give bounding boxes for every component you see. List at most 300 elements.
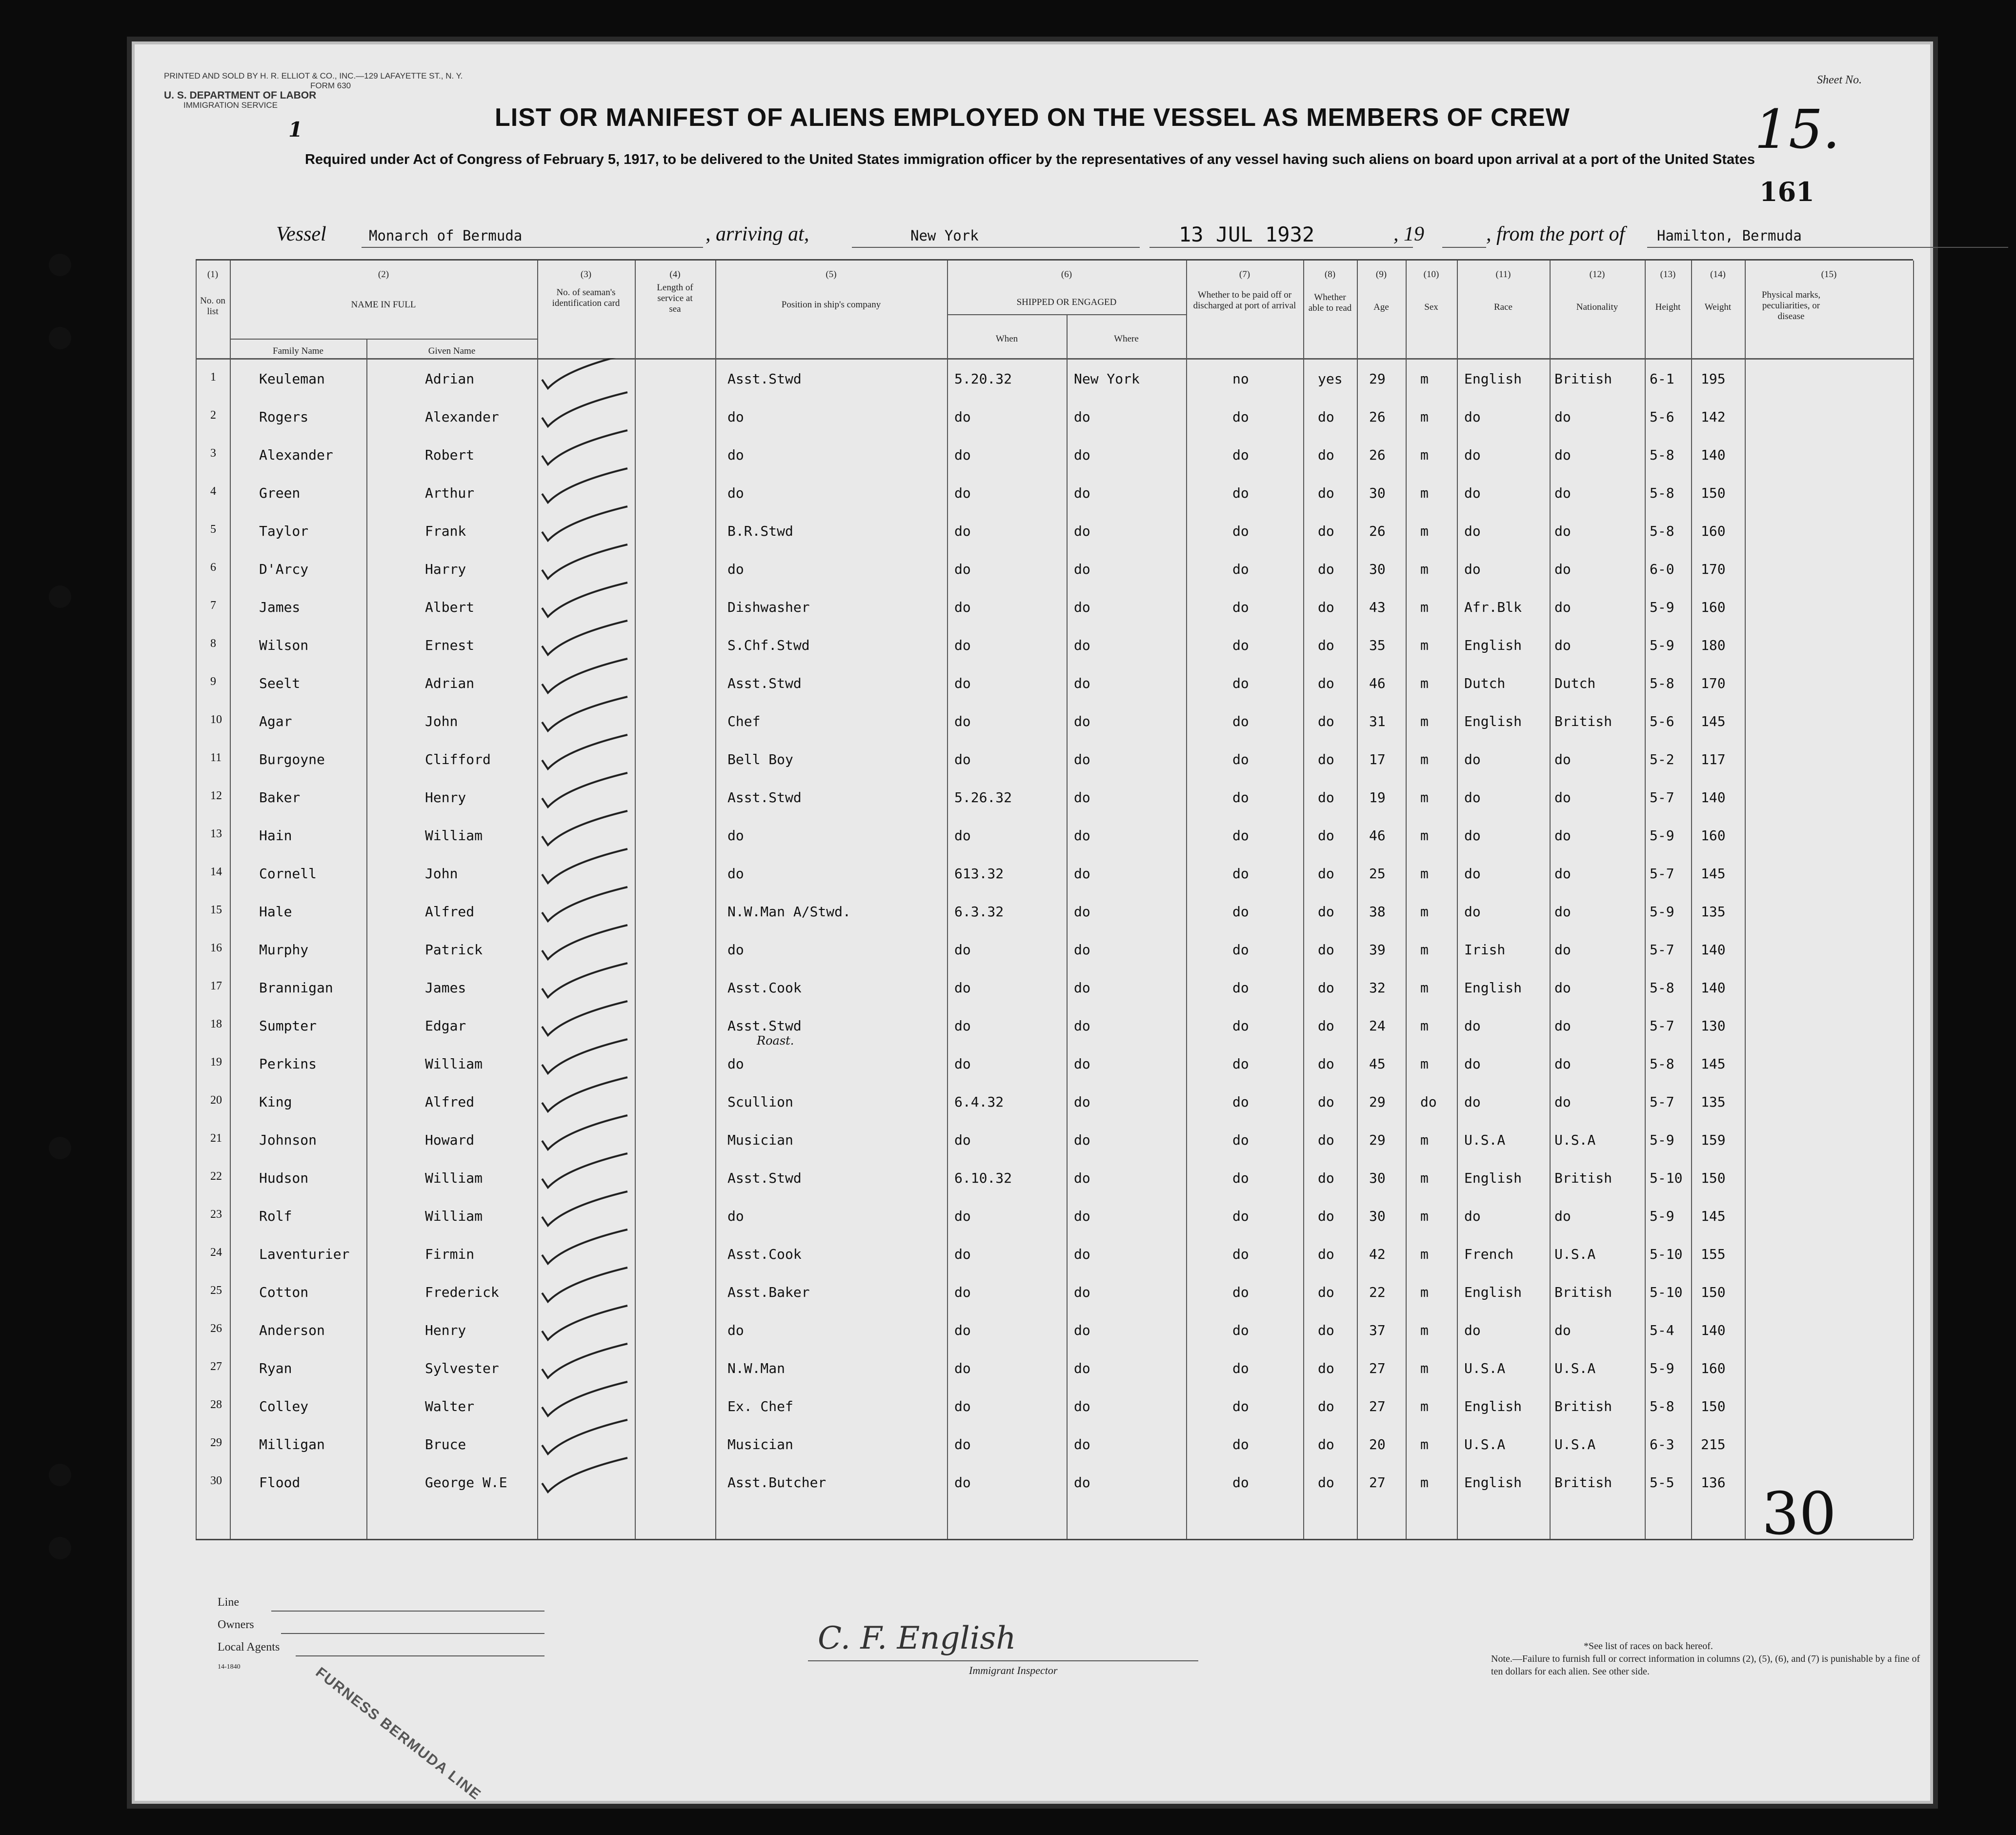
position: do <box>727 485 744 501</box>
department-label: U. S. DEPARTMENT OF LABOR <box>164 90 317 101</box>
nationality: British <box>1554 1398 1613 1414</box>
race: French <box>1464 1246 1514 1262</box>
sex: m <box>1420 866 1429 882</box>
given-name: Alexander <box>425 409 499 425</box>
sex: m <box>1420 599 1429 615</box>
given-name: William <box>425 1170 483 1186</box>
position: Asst.Stwd <box>727 1018 802 1034</box>
race: do <box>1464 1094 1481 1110</box>
shipped-when: do <box>954 523 971 539</box>
shipped-where: do <box>1074 1398 1090 1414</box>
table-row <box>196 815 1913 853</box>
row-number: 28 <box>210 1398 222 1411</box>
able-to-read: do <box>1318 789 1334 806</box>
age: 26 <box>1369 409 1386 425</box>
weight: 140 <box>1701 789 1726 806</box>
family-name: Hale <box>259 904 292 920</box>
sex: m <box>1420 447 1429 463</box>
shipped-when: do <box>954 827 971 844</box>
weight: 170 <box>1701 675 1726 691</box>
check-mark <box>542 659 627 693</box>
given-name: William <box>425 1208 483 1224</box>
punch-hole <box>49 254 71 276</box>
shipped-where: do <box>1074 637 1090 653</box>
row-number: 18 <box>210 1018 222 1030</box>
paid-off: do <box>1232 866 1249 882</box>
shipped-where: do <box>1074 789 1090 806</box>
row-number: 8 <box>210 637 216 650</box>
sex: m <box>1420 523 1429 539</box>
family-name: Ryan <box>259 1360 292 1376</box>
col-num: (5) <box>826 269 837 280</box>
row-number: 27 <box>210 1360 222 1373</box>
col-num: (6) <box>1061 269 1072 280</box>
where-header: Where <box>1114 334 1139 344</box>
shipped-where: do <box>1074 1360 1090 1376</box>
shipped-where: do <box>1074 523 1090 539</box>
sex: m <box>1420 1284 1429 1300</box>
given-name: George W.E <box>425 1474 507 1491</box>
shipped-where: do <box>1074 942 1090 958</box>
nationality: do <box>1554 561 1571 577</box>
position: Asst.Stwd <box>727 675 802 691</box>
row-number: 9 <box>210 675 216 688</box>
table-row <box>196 739 1913 777</box>
footer-note <box>1491 1640 1930 1678</box>
shipped-where: do <box>1074 1284 1090 1300</box>
race: do <box>1464 1018 1481 1034</box>
table-row <box>196 1157 1913 1195</box>
row-number: 6 <box>210 561 216 574</box>
race: English <box>1464 637 1522 653</box>
given-name: Albert <box>425 599 475 615</box>
sex: m <box>1420 789 1429 806</box>
row-number: 12 <box>210 789 222 802</box>
nationality: do <box>1554 980 1571 996</box>
shipped-where: do <box>1074 409 1090 425</box>
able-to-read: do <box>1318 1170 1334 1186</box>
table-row <box>196 586 1913 625</box>
position: do <box>727 409 744 425</box>
shipped-where: do <box>1074 1208 1090 1224</box>
race: U.S.A <box>1464 1360 1506 1376</box>
check-mark <box>542 544 627 579</box>
height: 5-7 <box>1650 1018 1674 1034</box>
name-in-full-header: NAME IN FULL <box>351 300 416 310</box>
shipped-when: do <box>954 1246 971 1262</box>
sex: m <box>1420 409 1429 425</box>
weight: 170 <box>1701 561 1726 577</box>
given-name: Frank <box>425 523 466 539</box>
vessel-label: Vessel <box>276 223 326 245</box>
total-handwritten: 30 <box>1762 1480 1836 1548</box>
row-number: 26 <box>210 1322 222 1335</box>
race: Dutch <box>1464 675 1506 691</box>
shipped-when: 5.20.32 <box>954 371 1012 387</box>
paid-off: do <box>1232 827 1249 844</box>
weight: 136 <box>1701 1474 1726 1491</box>
table-row <box>196 358 1913 396</box>
col-num: (12) <box>1589 269 1605 280</box>
weight-header: Weight <box>1704 302 1732 312</box>
paid-off: do <box>1232 447 1249 463</box>
form-number-footer: 14-1840 <box>218 1663 241 1671</box>
height: 5-8 <box>1650 980 1674 996</box>
shipped-when: 5.26.32 <box>954 789 1012 806</box>
age: 29 <box>1369 1094 1386 1110</box>
weight: 145 <box>1701 1056 1726 1072</box>
punch-hole <box>49 1537 71 1559</box>
check-mark <box>542 1268 627 1302</box>
race: do <box>1464 409 1481 425</box>
height: 5-2 <box>1650 751 1674 767</box>
shipped-where: do <box>1074 599 1090 615</box>
paid-off: do <box>1232 561 1249 577</box>
paid-off: do <box>1232 1208 1249 1224</box>
family-name: Sumpter <box>259 1018 317 1034</box>
check-mark <box>542 468 627 503</box>
able-to-read: do <box>1318 561 1334 577</box>
family-name: Cornell <box>259 866 317 882</box>
paid-off: do <box>1232 637 1249 653</box>
age: 42 <box>1369 1246 1386 1262</box>
family-name: Anderson <box>259 1322 325 1338</box>
age: 26 <box>1369 447 1386 463</box>
height: 5-10 <box>1650 1246 1683 1262</box>
sex: m <box>1420 561 1429 577</box>
sex: m <box>1420 1132 1429 1148</box>
height: 5-4 <box>1650 1322 1674 1338</box>
race: do <box>1464 523 1481 539</box>
given-name: Howard <box>425 1132 475 1148</box>
family-name: Johnson <box>259 1132 317 1148</box>
when-header: When <box>995 334 1018 344</box>
age: 30 <box>1369 1208 1386 1224</box>
sex: m <box>1420 1170 1429 1186</box>
able-to-read: do <box>1318 637 1334 653</box>
race: do <box>1464 1322 1481 1338</box>
shipped-when: do <box>954 637 971 653</box>
given-name: Bruce <box>425 1436 466 1452</box>
col-num: (7) <box>1239 269 1250 280</box>
given-name: Arthur <box>425 485 475 501</box>
given-name: Clifford <box>425 751 491 767</box>
col-num: (1) <box>207 269 219 280</box>
age: 43 <box>1369 599 1386 615</box>
able-to-read: do <box>1318 1284 1334 1300</box>
weight: 150 <box>1701 1398 1726 1414</box>
nationality: U.S.A <box>1554 1132 1596 1148</box>
shipped-when: do <box>954 1436 971 1452</box>
nationality: do <box>1554 637 1571 653</box>
position: Asst.Butcher <box>727 1474 827 1491</box>
nationality: U.S.A <box>1554 1436 1596 1452</box>
family-name: Perkins <box>259 1056 317 1072</box>
age: 24 <box>1369 1018 1386 1034</box>
given-name: Adrian <box>425 675 475 691</box>
height: 5-8 <box>1650 1056 1674 1072</box>
row-number: 22 <box>210 1170 222 1183</box>
position: Ex. Chef <box>727 1398 793 1414</box>
shipped-where: do <box>1074 561 1090 577</box>
row-number: 24 <box>210 1246 222 1259</box>
able-to-read: do <box>1318 1208 1334 1224</box>
from-port-label: , from the port of <box>1486 223 1625 245</box>
col-num: (3) <box>580 269 592 280</box>
height: 5-10 <box>1650 1170 1683 1186</box>
age: 22 <box>1369 1284 1386 1300</box>
able-to-read: do <box>1318 827 1334 844</box>
year-label: , 19 <box>1393 223 1424 245</box>
age: 20 <box>1369 1436 1386 1452</box>
able-to-read: do <box>1318 1132 1334 1148</box>
no-on-list-header: No. on list <box>200 296 225 317</box>
position: Asst.Stwd <box>727 1170 802 1186</box>
nationality: do <box>1554 827 1571 844</box>
position: B.R.Stwd <box>727 523 793 539</box>
shipped-when: do <box>954 942 971 958</box>
family-name: D'Arcy <box>259 561 309 577</box>
age: 30 <box>1369 1170 1386 1186</box>
weight: 160 <box>1701 827 1726 844</box>
shipped-where: do <box>1074 866 1090 882</box>
shipped-when: do <box>954 1018 971 1034</box>
position: Asst.Stwd <box>727 371 802 387</box>
shipped-where: do <box>1074 675 1090 691</box>
given-name: Harry <box>425 561 466 577</box>
inspector-signature: C. F. English <box>818 1620 1016 1656</box>
line-stamp: FURNESS BERMUDA LINE <box>312 1664 484 1803</box>
paid-off: do <box>1232 980 1249 996</box>
race: English <box>1464 980 1522 996</box>
sex: m <box>1420 904 1429 920</box>
roast-annotation: Roast. <box>757 1034 794 1048</box>
nationality: Dutch <box>1554 675 1596 691</box>
handwritten-mark: 1 <box>288 118 303 141</box>
table-row <box>196 853 1913 891</box>
weight: 130 <box>1701 1018 1726 1034</box>
page-subtitle: Required under Act of Congress of February 5, 1917, to be delivered to the United States immigration officer by the representatives of any vessel having such aliens on board upon arrival at a port of the United States <box>304 152 1755 167</box>
table-row <box>196 396 1913 434</box>
able-to-read: do <box>1318 866 1334 882</box>
nationality: do <box>1554 485 1571 501</box>
table-row <box>196 1005 1913 1043</box>
physical-marks-header: Physical marks, peculiarities, or disease <box>1761 290 1821 322</box>
inspector-label: Immigrant Inspector <box>969 1664 1058 1676</box>
weight: 145 <box>1701 1208 1726 1224</box>
nationality: U.S.A <box>1554 1246 1596 1262</box>
family-name: James <box>259 599 301 615</box>
col-num: (8) <box>1324 269 1336 280</box>
check-mark <box>542 1039 627 1073</box>
position: Dishwasher <box>727 599 810 615</box>
able-to-read: do <box>1318 980 1334 996</box>
position: S.Chf.Stwd <box>727 637 810 653</box>
shipped-where: do <box>1074 1132 1090 1148</box>
row-number: 29 <box>210 1436 222 1449</box>
position: do <box>727 1056 744 1072</box>
sex-header: Sex <box>1424 302 1438 312</box>
check-mark <box>542 887 627 921</box>
check-mark <box>542 1344 627 1378</box>
table-row <box>196 1043 1913 1081</box>
position: Musician <box>727 1436 793 1452</box>
age: 27 <box>1369 1360 1386 1376</box>
table-row <box>196 701 1913 739</box>
shipped-where: do <box>1074 904 1090 920</box>
row-number: 5 <box>210 523 216 536</box>
weight: 135 <box>1701 1094 1726 1110</box>
row-number: 17 <box>210 980 222 992</box>
race: English <box>1464 713 1522 729</box>
page-title: LIST OR MANIFEST OF ALIENS EMPLOYED ON THE VESSEL AS MEMBERS OF CREW <box>495 103 1570 132</box>
sex: m <box>1420 751 1429 767</box>
col-num: (4) <box>669 269 681 280</box>
sex: m <box>1420 1322 1429 1338</box>
col-num: (2) <box>378 269 389 280</box>
sex: m <box>1420 1246 1429 1262</box>
arriving-label: , arriving at, <box>706 223 809 245</box>
family-name: Brannigan <box>259 980 333 996</box>
check-mark <box>542 1458 627 1492</box>
age: 27 <box>1369 1474 1386 1491</box>
given-name: Patrick <box>425 942 483 958</box>
table-row <box>196 548 1913 586</box>
given-name: Henry <box>425 789 466 806</box>
weight: 145 <box>1701 866 1726 882</box>
paid-off: do <box>1232 789 1249 806</box>
check-mark <box>542 773 627 807</box>
able-to-read: yes <box>1318 371 1343 387</box>
owners-label: Owners <box>218 1618 254 1631</box>
race: English <box>1464 1284 1522 1300</box>
age: 29 <box>1369 1132 1386 1148</box>
shipped-where: do <box>1074 1246 1090 1262</box>
position: Asst.Baker <box>727 1284 810 1300</box>
row-number: 25 <box>210 1284 222 1297</box>
paid-off: do <box>1232 409 1249 425</box>
given-name: John <box>425 713 458 729</box>
table-row <box>196 663 1913 701</box>
height: 5-9 <box>1650 904 1674 920</box>
height: 5-9 <box>1650 1132 1674 1148</box>
position: Chef <box>727 713 761 729</box>
race: do <box>1464 904 1481 920</box>
nationality: do <box>1554 409 1571 425</box>
family-name: Milligan <box>259 1436 325 1452</box>
given-name-header: Given Name <box>428 346 476 356</box>
paid-off: do <box>1232 1018 1249 1034</box>
shipped-when: do <box>954 1360 971 1376</box>
weight: 145 <box>1701 713 1726 729</box>
table-row <box>196 1271 1913 1310</box>
row-number: 30 <box>210 1474 222 1487</box>
race: do <box>1464 827 1481 844</box>
punch-hole <box>49 1137 71 1159</box>
shipped-when: do <box>954 409 971 425</box>
nationality: do <box>1554 904 1571 920</box>
given-name: Walter <box>425 1398 475 1414</box>
height: 5-9 <box>1650 1208 1674 1224</box>
table-row <box>196 1233 1913 1271</box>
table-row <box>196 967 1913 1005</box>
shipped-when: do <box>954 485 971 501</box>
sex: m <box>1420 1360 1429 1376</box>
weight: 195 <box>1701 371 1726 387</box>
height: 6-0 <box>1650 561 1674 577</box>
position: N.W.Man A/Stwd. <box>727 904 851 920</box>
position: Asst.Stwd <box>727 789 802 806</box>
check-mark <box>542 430 627 464</box>
col-num: (10) <box>1423 269 1439 280</box>
weight: 135 <box>1701 904 1726 920</box>
row-number: 23 <box>210 1208 222 1221</box>
position: Scullion <box>727 1094 793 1110</box>
weight: 155 <box>1701 1246 1726 1262</box>
height: 6-3 <box>1650 1436 1674 1452</box>
check-mark <box>542 621 627 655</box>
col-num: (15) <box>1821 269 1837 280</box>
paid-off: do <box>1232 1360 1249 1376</box>
given-name: William <box>425 827 483 844</box>
given-name: Robert <box>425 447 475 463</box>
position: Asst.Cook <box>727 1246 802 1262</box>
length-service-header: Length of service at sea <box>657 282 693 314</box>
age: 25 <box>1369 866 1386 882</box>
race: English <box>1464 1170 1522 1186</box>
position: do <box>727 942 744 958</box>
paid-off: do <box>1232 713 1249 729</box>
table-row <box>196 1348 1913 1386</box>
vessel-row <box>276 222 1862 252</box>
shipped-where: do <box>1074 1056 1090 1072</box>
shipped-when: do <box>954 1056 971 1072</box>
height: 5-6 <box>1650 409 1674 425</box>
sex: m <box>1420 1056 1429 1072</box>
family-name: Agar <box>259 713 292 729</box>
position: do <box>727 1208 744 1224</box>
able-to-read: do <box>1318 1398 1334 1414</box>
race: do <box>1464 1056 1481 1072</box>
sex: m <box>1420 942 1429 958</box>
shipped-when: do <box>954 751 971 767</box>
table-row <box>196 891 1913 929</box>
height: 5-8 <box>1650 1398 1674 1414</box>
age: 27 <box>1369 1398 1386 1414</box>
height: 5-10 <box>1650 1284 1683 1300</box>
table-row <box>196 1386 1913 1424</box>
row-number: 14 <box>210 866 222 878</box>
shipped-when: do <box>954 561 971 577</box>
race: Afr.Blk <box>1464 599 1522 615</box>
shipped-when: 6.4.32 <box>954 1094 1004 1110</box>
able-to-read: do <box>1318 447 1334 463</box>
height-header: Height <box>1655 302 1681 312</box>
position: N.W.Man <box>727 1360 786 1376</box>
nationality: British <box>1554 1474 1613 1491</box>
age: 45 <box>1369 1056 1386 1072</box>
position: Musician <box>727 1132 793 1148</box>
check-mark <box>542 1077 627 1111</box>
paid-off: no <box>1232 371 1249 387</box>
paid-off: do <box>1232 1322 1249 1338</box>
family-name: Seelt <box>259 675 301 691</box>
height: 5-8 <box>1650 485 1674 501</box>
position: do <box>727 1322 744 1338</box>
shipped-where: do <box>1074 1322 1090 1338</box>
shipped-when: do <box>954 980 971 996</box>
able-to-read: do <box>1318 1322 1334 1338</box>
